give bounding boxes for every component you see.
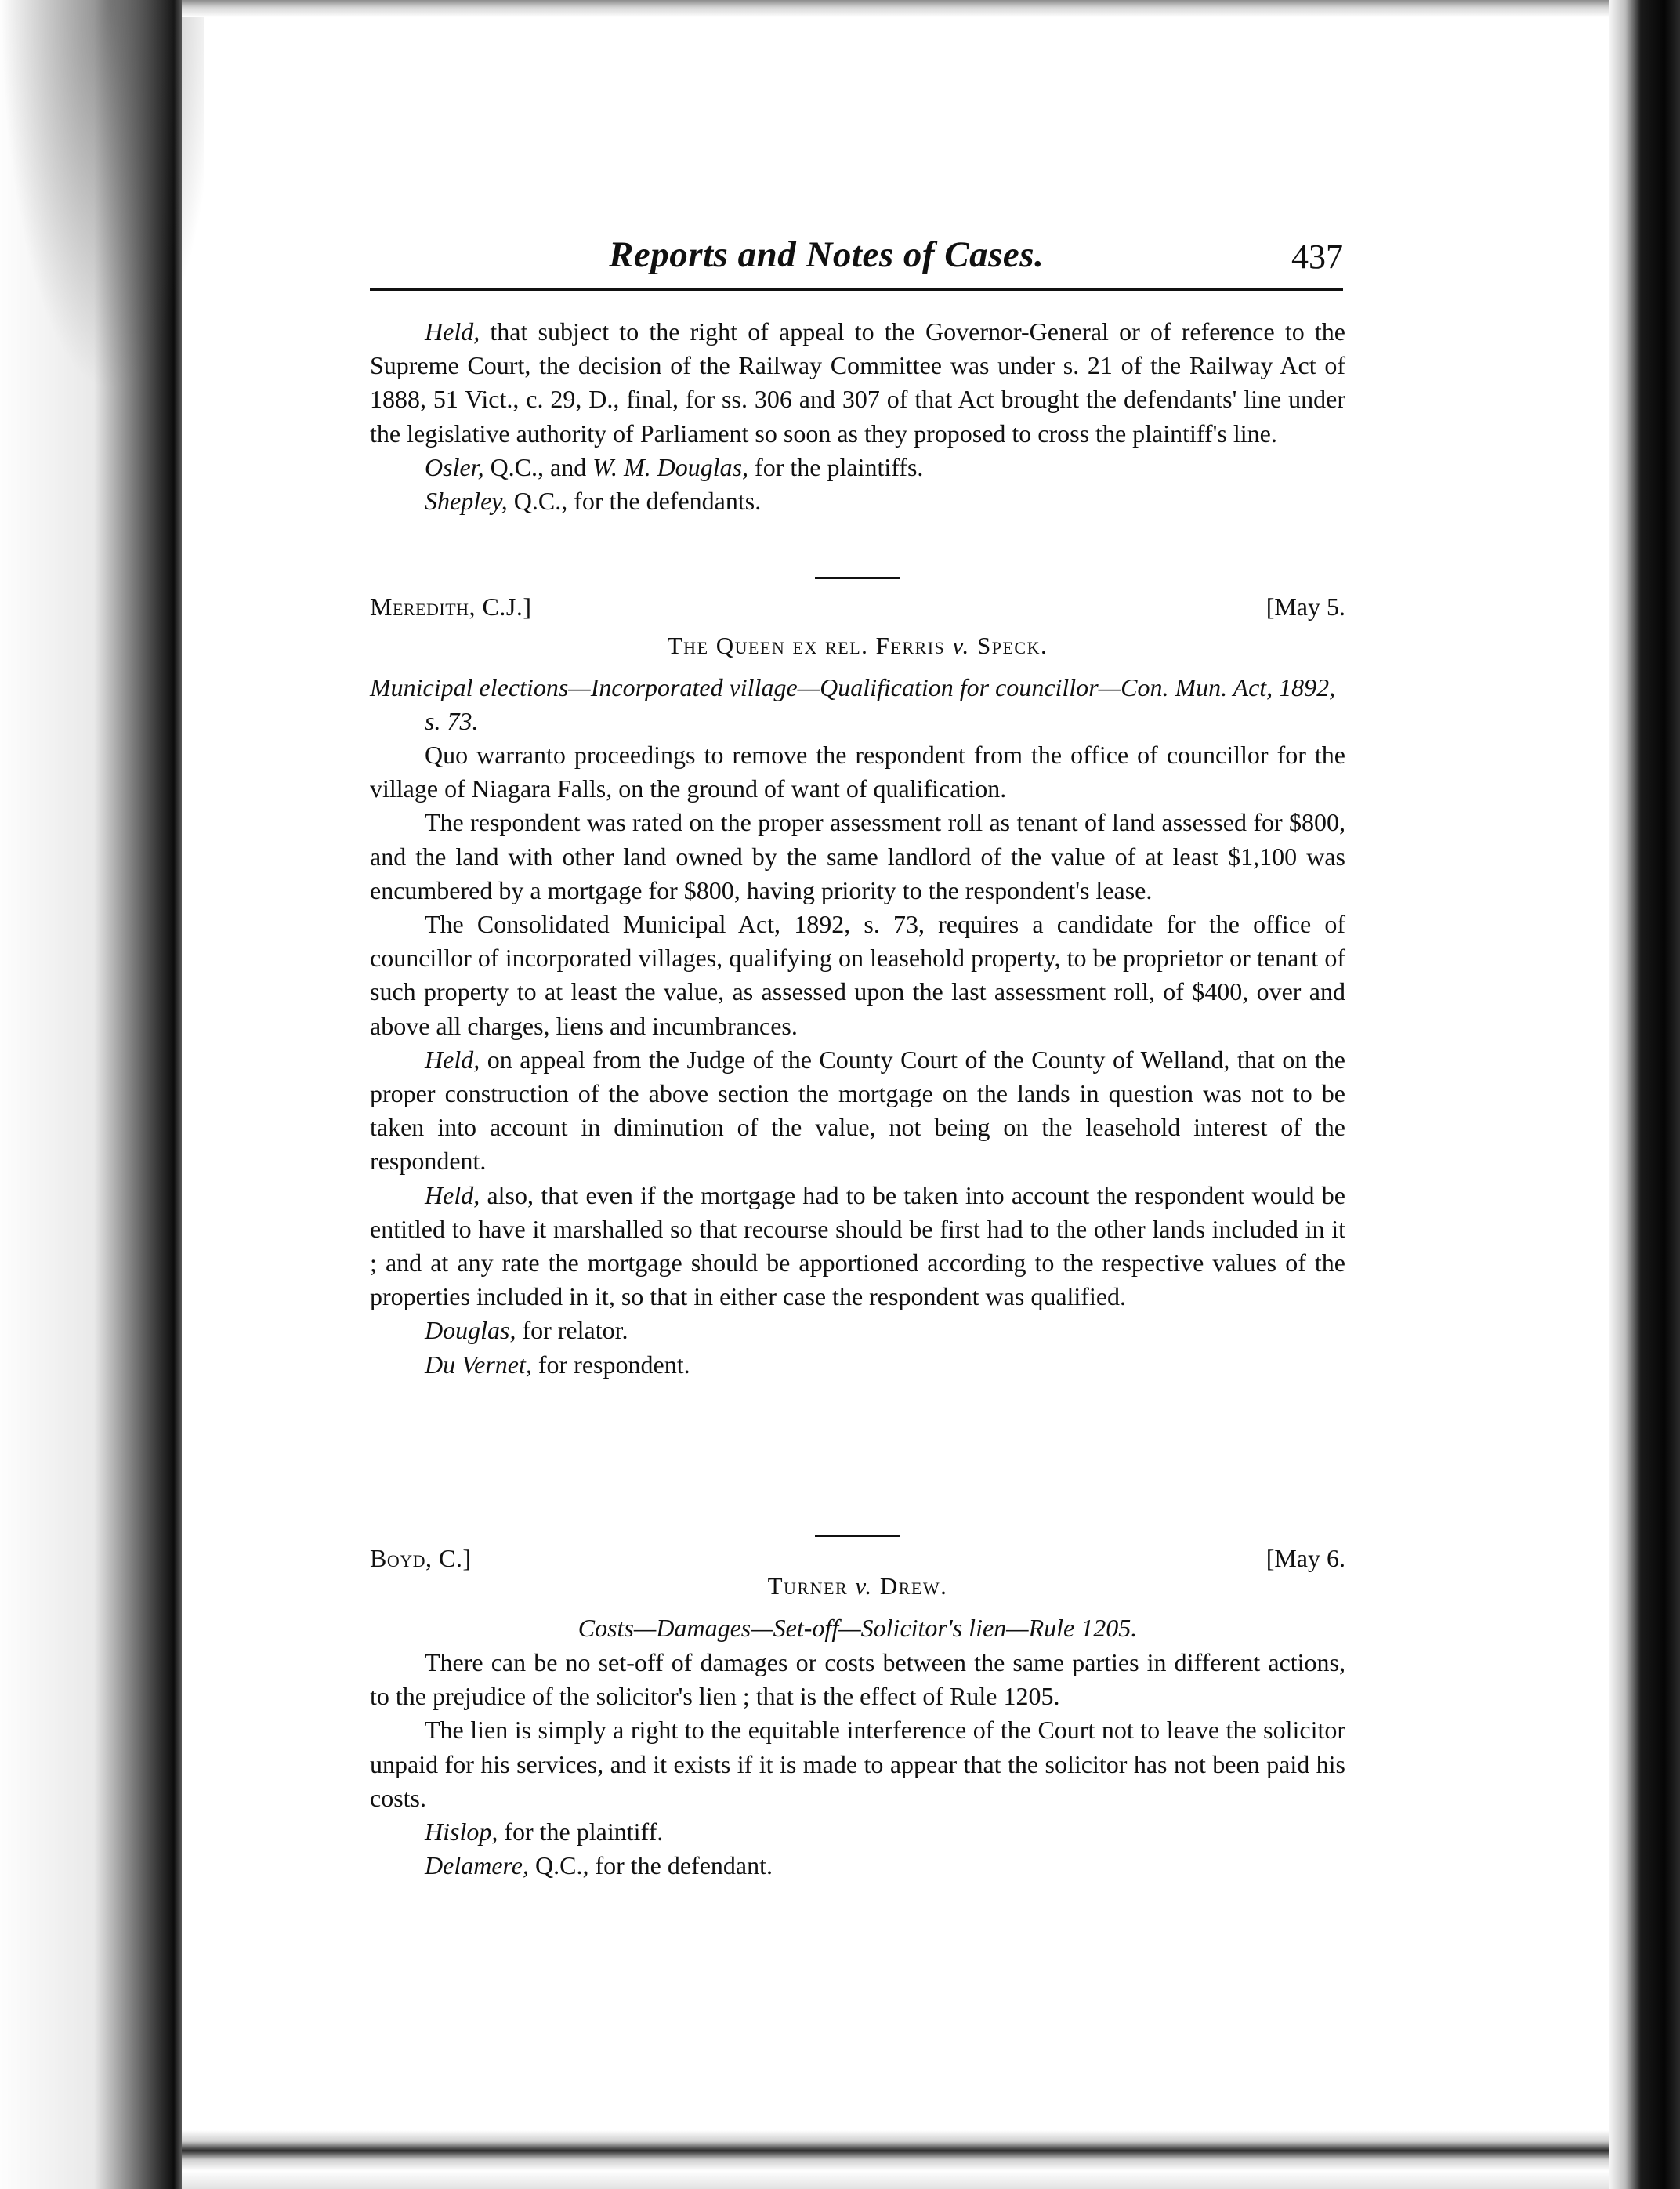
case1-date: [May 5. bbox=[1265, 593, 1345, 621]
running-title: Reports and Notes of Cases. bbox=[609, 234, 1045, 275]
case2-paragraph: There can be no set-off of damages or costs between the same parties in different actions, to the prejudice of the solicitor's lien ; that is the effect of Rule 1205. bbox=[370, 1648, 1345, 1711]
case2-catchwords bbox=[370, 1611, 1345, 1645]
case1-paragraph: Quo warranto proceedings to remove the respondent from the office of councillor for the village of Niagara Falls, on the ground of want of qualification. bbox=[370, 741, 1345, 803]
counsel-name: Shepley, bbox=[425, 487, 508, 516]
held-label: Held, bbox=[425, 1180, 480, 1209]
page-number: 437 bbox=[1291, 237, 1343, 276]
counsel-line bbox=[370, 451, 1345, 484]
case2-judge: Boyd, C.] bbox=[370, 1544, 472, 1572]
held-paragraph bbox=[370, 315, 1345, 451]
section-divider bbox=[815, 1535, 900, 1537]
case2-date: [May 6. bbox=[1265, 1544, 1345, 1572]
counsel-text: for the plaintiffs. bbox=[748, 452, 924, 481]
case-title-part: The Queen ex rel. Ferris bbox=[667, 632, 953, 659]
counsel-name: W. M. Douglas, bbox=[592, 452, 749, 481]
counsel-line bbox=[370, 1348, 1345, 1382]
case2-paragraph: The lien is simply a right to the equitable interference of the Court not to leave the solicitor unpaid for his services, and it exists if it is made to appear that the solicitor has not been paid his costs. bbox=[370, 1716, 1345, 1812]
counsel-text: for the plaintiff. bbox=[498, 1818, 664, 1847]
case1-title bbox=[370, 632, 1345, 660]
top-section bbox=[370, 315, 1345, 518]
counsel-line bbox=[370, 1815, 1345, 1849]
counsel-line bbox=[370, 1849, 1345, 1883]
counsel-text: for relator. bbox=[516, 1316, 628, 1345]
case-title-part: Speck. bbox=[969, 632, 1048, 659]
held-text: also, that even if the mortgage had to be taken into account the respondent would be entitled to have it marshalled so that recourse should be first had to the other lands included in it ; and at any rate the mortgage should be apportioned according to the respective values of the properties included in it, so that in either case the respondent was qualified. bbox=[370, 1180, 1345, 1311]
counsel-line bbox=[370, 1314, 1345, 1347]
case1-held-paragraph bbox=[370, 1179, 1345, 1314]
case1-judge-row bbox=[370, 593, 1345, 627]
counsel-line bbox=[370, 484, 1345, 518]
counsel-text: Q.C., for the defendant. bbox=[528, 1851, 773, 1880]
catchwords-text: Municipal elections—Incorporated village—Qualification for councillor—Con. Mun. Act, 1892, s. 73. bbox=[370, 673, 1336, 736]
counsel-name: Du Vernet, bbox=[425, 1350, 532, 1379]
catchwords-text: Costs—Damages—Set-off—Solicitor's lien—Rule 1205. bbox=[578, 1614, 1138, 1642]
counsel-name: Douglas, bbox=[425, 1316, 516, 1345]
case2-body bbox=[370, 1646, 1345, 1883]
page-header bbox=[370, 226, 1343, 291]
case1-body bbox=[370, 738, 1345, 1382]
case1-catchwords bbox=[370, 671, 1345, 738]
case1-held-paragraph bbox=[370, 1043, 1345, 1179]
held-text: on appeal from the Judge of the County Court of the County of Welland, that on the proper construction of the above section the mortgage on the lands in question was not to be taken into account in diminution of the value, not being on the leasehold interest of the respondent. bbox=[370, 1045, 1345, 1176]
case-title-part: Turner bbox=[767, 1572, 856, 1600]
case2-title bbox=[370, 1572, 1345, 1600]
case1-paragraph: The Consolidated Municipal Act, 1892, s. 73, requires a candidate for the office of councillor of incorporated villages, qualifying on leasehold property, to be proprietor or tenant of such property to at least the value, as assessed upon the last assessment roll, of $400, over and above all charges, liens and incumbrances. bbox=[370, 910, 1345, 1040]
held-text: that subject to the right of appeal to the Governor-General or of reference to the Supreme Court, the decision of the Railway Committee was under s. 21 of the Railway Act of 1888, 51 Vict., c. 29, D., final, for ss. 306 and 307 of that Act brought the defendants' line under the legislative authority of Parliament so soon as they proposed to cross the plaintiff's line. bbox=[370, 317, 1345, 448]
case-title-versus: v. bbox=[952, 632, 970, 659]
case1-judge: Meredith, C.J.] bbox=[370, 593, 532, 621]
held-label: Held, bbox=[425, 1045, 480, 1074]
held-label: Held, bbox=[425, 317, 480, 346]
case-title-part: Drew. bbox=[872, 1572, 948, 1600]
section-divider bbox=[815, 577, 900, 579]
counsel-name: Hislop, bbox=[425, 1818, 498, 1847]
case1-paragraph: The respondent was rated on the proper assessment roll as tenant of land assessed for $800, and the land with other land owned by the same landlord of the value of at least $1,100 was encumbered by a mortgage for $800, having priority to the respondent's lease. bbox=[370, 808, 1345, 904]
counsel-text: Q.C., and bbox=[483, 452, 593, 481]
counsel-text: Q.C., for the defendants. bbox=[507, 487, 762, 516]
counsel-name: Osler, bbox=[425, 452, 484, 481]
case-title-versus: v. bbox=[855, 1572, 873, 1600]
counsel-text: for respondent. bbox=[531, 1350, 690, 1379]
counsel-name: Delamere, bbox=[425, 1851, 529, 1880]
